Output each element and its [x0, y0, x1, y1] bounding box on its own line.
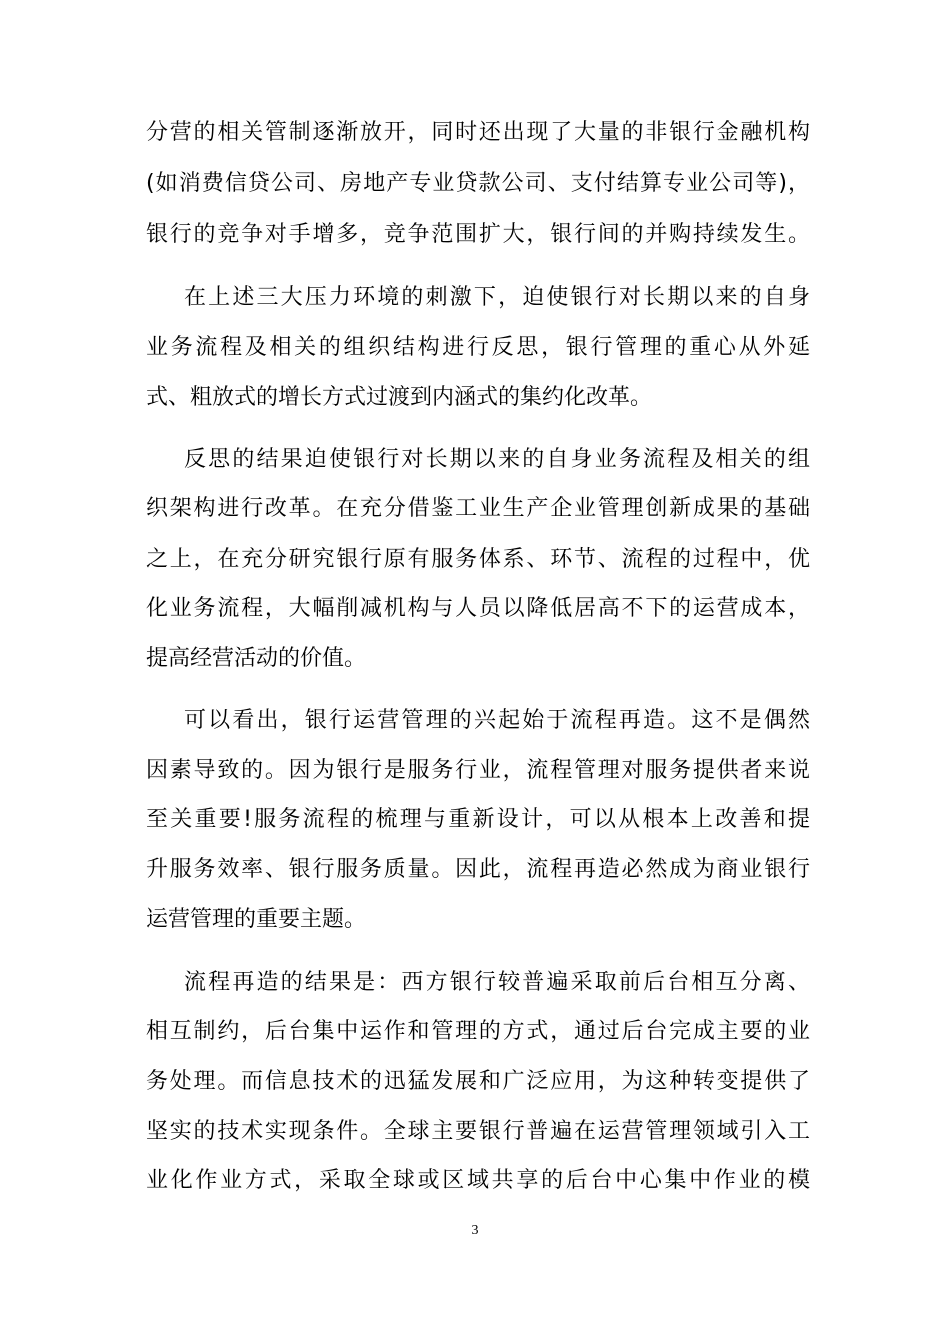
text-line: 升服务效率、银行服务质量。因此，流程再造必然成为商业银行: [146, 857, 810, 882]
text-line: 运营管理的重要主题。: [146, 907, 367, 932]
page-number: 3: [471, 1223, 479, 1238]
text-line: 在上述三大压力环境的刺激下，迫使银行对长期以来的自身: [184, 285, 810, 310]
text-line: 式、粗放式的增长方式过渡到内涵式的集约化改革。: [146, 385, 653, 410]
text-line: (如消费信贷公司、房地产专业贷款公司、支付结算专业公司等)，: [146, 171, 810, 196]
text-line: 因素导致的。因为银行是服务行业，流程管理对服务提供者来说: [146, 758, 810, 783]
text-line: 至关重要!服务流程的梳理与重新设计，可以从根本上改善和提: [146, 807, 810, 832]
text-line: 可以看出，银行运营管理的兴起始于流程再造。这不是偶然: [184, 708, 810, 733]
text-line: 之上，在充分研究银行原有服务体系、环节、流程的过程中，优: [146, 547, 810, 572]
text-line: 化业务流程，大幅削减机构与人员以降低居高不下的运营成本，: [146, 596, 810, 621]
text-line: 反思的结果迫使银行对长期以来的自身业务流程及相关的组: [184, 447, 810, 472]
text-line: 银行的竞争对手增多，竞争范围扩大，银行间的并购持续发生。: [146, 222, 810, 247]
text-line: 分营的相关管制逐渐放开，同时还出现了大量的非银行金融机构: [146, 120, 810, 145]
text-line: 务处理。而信息技术的迅猛发展和广泛应用，为这种转变提供了: [146, 1069, 810, 1094]
text-line: 业化作业方式，采取全球或区域共享的后台中心集中作业的模: [146, 1168, 810, 1193]
text-line: 流程再造的结果是：西方银行较普遍采取前后台相互分离、: [184, 970, 810, 995]
text-line: 织架构进行改革。在充分借鉴工业生产企业管理创新成果的基础: [146, 496, 810, 521]
text-line: 提高经营活动的价值。: [146, 646, 367, 671]
text-line: 坚实的技术实现条件。全球主要银行普遍在运营管理领域引入工: [146, 1119, 810, 1144]
text-line: 相互制约，后台集中运作和管理的方式，通过后台完成主要的业: [146, 1019, 810, 1044]
text-line: 业务流程及相关的组织结构进行反思，银行管理的重心从外延: [146, 335, 810, 360]
